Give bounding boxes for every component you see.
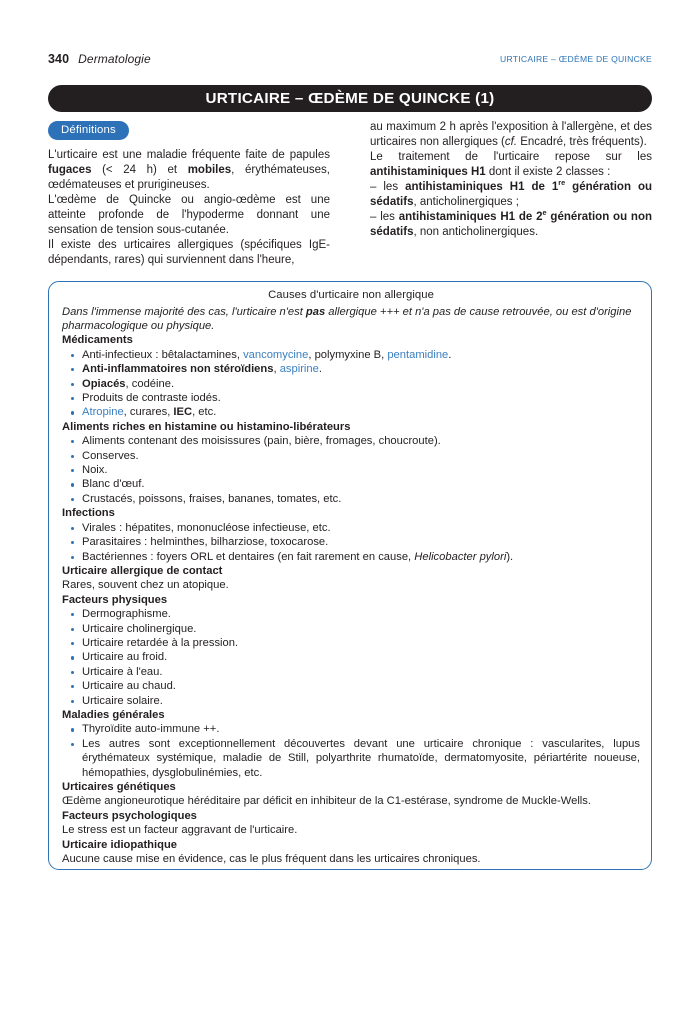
lead-post: allergique +++ et n'a pas de cause retrouvée, ou est d'origine pharmacologique ou physique.	[62, 306, 632, 333]
cause-bullet-list	[62, 348, 640, 420]
class2-post: , non anticholinergiques.	[413, 226, 539, 238]
class1-dash: – les	[370, 181, 406, 193]
bullet-segment: vancomycine	[243, 348, 309, 361]
cause-bullet-item	[62, 434, 640, 448]
bullet-segment: Parasitaires : helminthes, bilharziose, toxocarose.	[82, 536, 329, 549]
cause-bullet-item	[62, 377, 640, 391]
bullet-segment: Urticaire à l'eau.	[82, 665, 163, 678]
page-title-bar	[48, 85, 652, 112]
cause-group-heading: Médicaments	[62, 334, 133, 347]
def-p1-bold-mobiles: mobiles	[187, 164, 232, 176]
bullet-segment: Helicobacter pylori	[414, 550, 507, 563]
bullet-segment: IEC	[173, 406, 193, 419]
class2-bold-a: antihistaminiques H1 de 2	[398, 211, 543, 223]
cause-bullet-item	[62, 391, 640, 405]
bullet-segment: Urticaire au chaud.	[82, 680, 176, 693]
causes-callout-box	[48, 281, 652, 870]
cause-bullet-list	[62, 434, 640, 506]
treatment-class-1	[370, 180, 652, 210]
cause-group-text: Le stress est un facteur aggravant de l'urticaire.	[62, 824, 298, 837]
bullet-segment: Blanc d'œuf.	[82, 478, 145, 491]
treat-post: dont il existe 2 classes :	[485, 166, 611, 178]
cont-pre: au maximum 2 h après l'exposition à l'allergène, et des urticaires non allergiques (	[370, 121, 652, 148]
class2-dash: – les	[370, 211, 399, 223]
cont-cf: cf.	[504, 136, 518, 148]
cause-bullet-item	[62, 550, 640, 564]
bullet-segment: , etc.	[192, 406, 217, 419]
lead-bold-pas: pas	[305, 306, 326, 318]
causes-box-content	[49, 282, 651, 872]
cont-post: Encadré, très fréquents).	[517, 136, 647, 148]
definition-paragraph-3: Il existe des urticaires allergiques (spécifiques IgE-dépendants, rares) qui surviennent dans l'heure,	[48, 239, 330, 266]
bullet-segment: , curares,	[123, 406, 174, 419]
treat-bold-antihistaminiques: antihistaminiques H1	[370, 166, 486, 178]
treatment-paragraph	[370, 150, 652, 180]
cause-group-heading: Maladies générales	[62, 708, 165, 721]
cause-bullet-item	[62, 665, 640, 679]
def-p1-bold-fugaces: fugaces	[48, 164, 92, 176]
cause-bullet-list	[62, 607, 640, 708]
cause-bullet-item	[62, 650, 640, 664]
bullet-segment: , codéine.	[125, 377, 175, 390]
cause-group-heading: Facteurs psychologiques	[62, 809, 197, 822]
def-p1-pre: L'urticaire est une maladie fréquente faite de papules	[48, 149, 330, 161]
bullet-segment: Atropine	[82, 406, 124, 419]
cause-bullet-list	[62, 722, 640, 780]
causes-box-title: Causes d'urticaire non allergique	[268, 289, 434, 301]
bullet-segment: Aliments contenant des moisissures (pain, bière, fromages, choucroute).	[82, 435, 441, 448]
cause-group-heading: Aliments riches en histamine ou histamino-libérateurs	[62, 420, 351, 433]
cause-bullet-item	[62, 636, 640, 650]
causes-box-lead	[62, 305, 640, 333]
class1-superscript: re	[558, 178, 566, 188]
cause-bullet-item	[62, 477, 640, 491]
cause-group-heading: Facteurs physiques	[62, 593, 168, 606]
cause-group-heading: Urticaires génétiques	[62, 781, 176, 793]
bullet-segment: Dermographisme.	[82, 608, 171, 621]
bullet-segment: Virales : hépatites, mononucléose infectieuse, etc.	[82, 521, 331, 534]
cause-bullet-item	[62, 521, 640, 535]
cause-bullet-item	[62, 535, 640, 549]
bullet-segment: Urticaire solaire.	[82, 694, 163, 707]
cause-bullet-item	[62, 405, 640, 419]
left-column	[48, 120, 330, 268]
class2-superscript: e	[542, 208, 547, 218]
continuation-paragraph	[370, 120, 652, 150]
page-folio: 340	[48, 52, 70, 66]
cause-bullet-item	[62, 622, 640, 636]
book-section-label: Dermatologie	[78, 52, 151, 66]
bullet-segment: .	[318, 363, 322, 376]
bullet-segment: Anti-infectieux : bêtalactamines,	[82, 348, 244, 361]
treatment-class-2	[370, 210, 652, 240]
bullet-segment: Urticaire retardée à la pression.	[82, 636, 239, 649]
cause-bullet-item	[62, 722, 640, 736]
bullet-segment: , polymyxine B,	[308, 348, 388, 361]
running-head-left	[48, 52, 151, 66]
cause-bullet-item	[62, 737, 640, 780]
cause-group-text: Aucune cause mise en évidence, cas le plus fréquent dans les urticaires chroniques.	[62, 853, 481, 866]
def-p1-mid: (< 24 h) et	[91, 164, 188, 176]
def-p1-post: , érythémateuses, œdémateuses et prurigineuses.	[48, 164, 330, 191]
bullet-segment: Thyroïdite auto-immune ++.	[82, 723, 220, 736]
bullet-segment: Conserves.	[82, 449, 139, 462]
cause-group-heading: Infections	[62, 507, 115, 520]
cause-bullet-item	[62, 679, 640, 693]
definition-paragraph-1	[48, 148, 330, 193]
cause-bullet-item	[62, 362, 640, 376]
cause-groups	[62, 333, 640, 866]
right-column	[370, 120, 652, 240]
cause-bullet-item	[62, 463, 640, 477]
cause-bullet-item	[62, 694, 640, 708]
cause-group-heading: Urticaire allergique de contact	[62, 564, 223, 577]
page-title: URTICAIRE – ŒDÈME DE QUINCKE (1)	[205, 90, 495, 107]
running-head-chapter: URTICAIRE – ŒDÈME DE QUINCKE	[499, 54, 652, 64]
bullet-segment: Noix.	[82, 464, 108, 477]
bullet-segment: ,	[273, 363, 280, 376]
treat-pre: Le traitement de l'urticaire repose sur les	[370, 151, 652, 163]
class1-post: , anticholinergiques ;	[413, 196, 519, 208]
bullet-segment: Crustacés, poissons, fraises, bananes, tomates, etc.	[82, 492, 342, 505]
cause-bullet-item	[62, 492, 640, 506]
bullet-segment: Opiacés	[82, 377, 126, 390]
definitions-badge: Définitions	[48, 121, 129, 140]
bullet-segment: Urticaire au froid.	[82, 651, 168, 664]
definition-paragraph-2: L'œdème de Quincke ou angio-œdème est une atteinte profonde de l'hypoderme donnant une sensation de tension sous-cutanée.	[48, 194, 330, 236]
lead-pre: Dans l'immense majorité des cas, l'urticaire n'est	[62, 306, 306, 318]
bullet-segment: Anti-inflammatoires non stéroïdiens	[82, 363, 274, 376]
cause-bullet-item	[62, 449, 640, 463]
class2-bold-b: génération ou non sédatifs	[370, 211, 653, 238]
bullet-segment: ).	[506, 550, 514, 563]
class1-bold-b: génération ou sédatifs	[370, 181, 652, 208]
bullet-segment: Produits de contraste iodés.	[82, 392, 221, 405]
bullet-segment: Les autres sont exceptionnellement découvertes devant une urticaire chronique : vascularites, lupus érythémateux systémique, maladie de Still, polyarthrite rhumatoïde, dermatomyosite, périartérite noueuse, hémopathies, dysglobulinémies, etc.	[82, 737, 640, 779]
class1-bold-a: antihistaminiques H1 de 1	[405, 181, 559, 193]
bullet-segment: Bactériennes : foyers ORL et dentaires (en fait rarement en cause,	[82, 550, 415, 563]
running-head	[48, 52, 652, 70]
cause-bullet-item	[62, 348, 640, 362]
cause-group-text: Rares, souvent chez un atopique.	[62, 579, 229, 592]
bullet-segment: pentamidine	[387, 348, 449, 361]
cause-bullet-item	[62, 607, 640, 621]
cause-bullet-list	[62, 521, 640, 564]
bullet-segment: aspirine	[279, 363, 319, 376]
bullet-segment: Urticaire cholinergique.	[82, 622, 197, 635]
bullet-segment: .	[448, 348, 452, 361]
cause-group-heading: Urticaire idiopathique	[62, 838, 177, 851]
cause-group-text: Œdème angioneurotique héréditaire par déficit en inhibiteur de la C1-estérase, syndrome de Muckle-Wells.	[62, 795, 591, 808]
